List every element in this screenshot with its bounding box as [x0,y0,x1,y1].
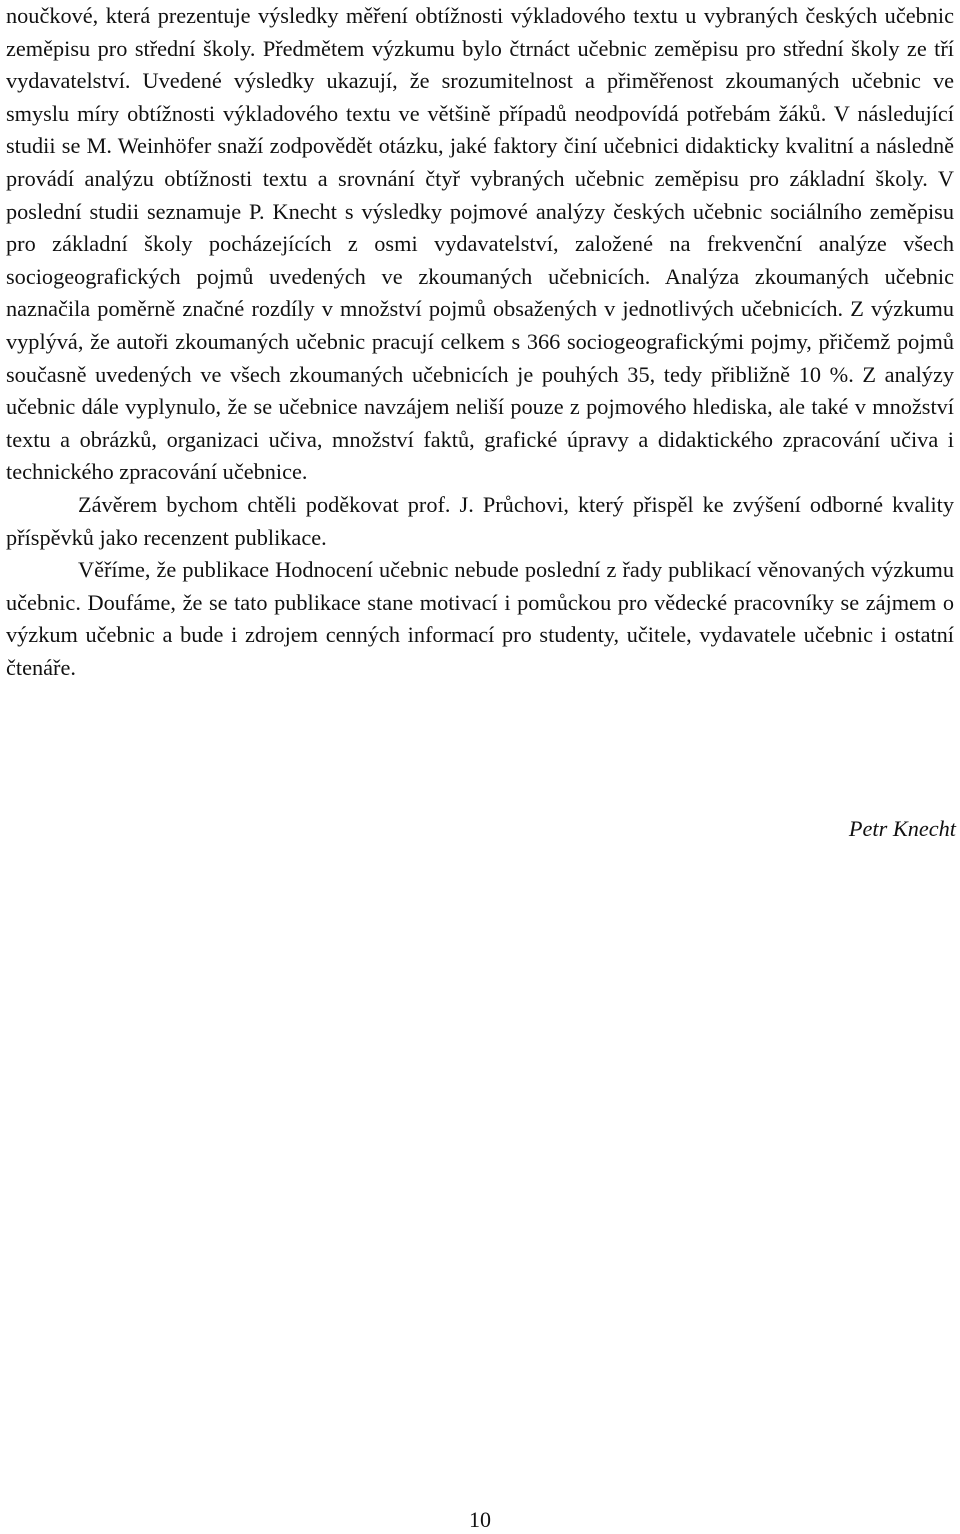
paragraph-acknowledgement: Závěrem bychom chtěli poděkovat prof. J. Průchovi, který přispěl ke zvýšení odborné kvality příspěvků jako recenzent publikace. [6,491,954,550]
document-body [6,0,954,684]
paragraph-closing: Věříme, že publikace Hodnocení učebnic nebude poslední z řady publikací věnovaných výzkumu učebnic. Doufáme, že se tato publikace stane motivací i pomůckou pro vědecké pracovníky se zájmem o výzkum učebnic a bude i zdrojem cenných informací pro studenty, učitele, vydavatele učebnic i ostatní čtenáře. [6,557,954,680]
paragraph-summary: noučkové, která prezentuje výsledky měření obtížnosti výkladového textu u vybraných českých učebnic zeměpisu pro střední školy. Předmětem výzkumu bylo čtrnáct učebnic zeměpisu pro střední školy ze tří vydavatelství. Uvedené výsledky ukazují, že srozumitelnost a přiměřenost zkoumaných učebnic ve smyslu míry obtížnosti výkladového textu ve většině případů neodpovídá potřebám žáků. V následující studii se M. Weinhöfer snaží zodpovědět otázku, jaké faktory činí učebnici didakticky kvalitní a následně provádí analýzu obtížnosti textu a srovnání čtyř vybraných učebnic zeměpisu pro základní školy. V poslední studii seznamuje P. Knecht s výsledky pojmové analýzy českých učebnic sociálního zeměpisu pro základní školy pocházejících z osmi vydavatelství, založené na frekvenční analýze všech sociogeografických pojmů uvedených ve zkoumaných učebnicích. Analýza zkoumaných učebnic naznačila poměrně značné rozdíly v množství pojmů obsažených v jednotlivých učebnicích. Z výzkumu vyplývá, že autoři zkoumaných učebnic pracují celkem s 366 sociogeografickými pojmy, přičemž pojmů současně uvedených ve všech zkoumaných učebnicích je pouhých 35, tedy přibližně 10 %. Z analýzy učebnic dále vyplynulo, že se učebnice navzájem neliší pouze z pojmového hlediska, ale také v množství textu a obrázků, organizaci učiva, množství faktů, grafické úpravy a didaktického zpracování učiva i technického zpracování učebnice. [6,3,954,485]
page-number: 10 [469,1507,491,1532]
author-signature: Petr Knecht [848,816,956,841]
